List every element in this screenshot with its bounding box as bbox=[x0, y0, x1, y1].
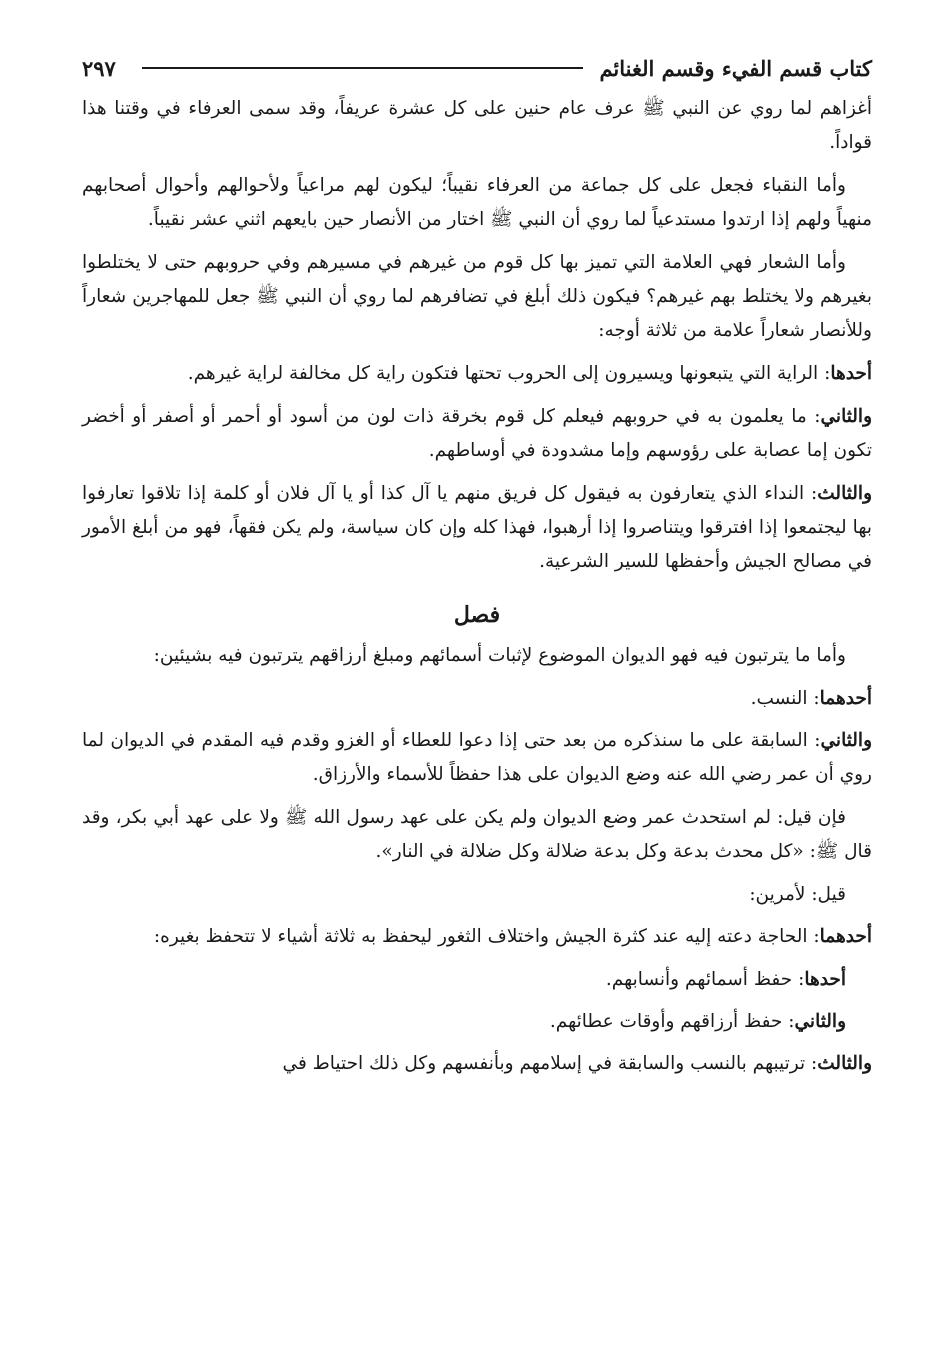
item-text: : النداء الذي يتعارفون به فيقول كل فريق منهم يا آل كذا أو يا آل فلان أو كلمة إذا تلاقوا تعارفوا بها ليجتمعوا إذا افترقوا ويتناصروا إذا أرهبوا، فهذا كله وإن كان سياسة، ولم يكن فقهاً، فهو من أبلغ الأمور في مصالح الجيش وأحفظها للسير الشرعية. bbox=[82, 483, 872, 572]
item-lead: والثاني bbox=[794, 1011, 846, 1032]
paragraph bbox=[82, 801, 872, 869]
paragraph-text: قيل: لأمرين: bbox=[749, 884, 846, 905]
item-lead: والثاني bbox=[820, 730, 872, 751]
section-heading: فصل bbox=[453, 602, 501, 628]
item-text: : الحاجة دعته إليه عند كثرة الجيش واختلاف الثغور ليحفظ به ثلاثة أشياء لا تتحفظ بغيره: bbox=[153, 926, 820, 947]
list-item bbox=[82, 477, 872, 579]
book-page bbox=[82, 48, 872, 1081]
list-item bbox=[82, 400, 872, 468]
item-text: : ترتيبهم بالنسب والسابقة في إسلامهم وبأنفسهم وكل ذلك احتياط في bbox=[282, 1053, 818, 1074]
paragraph-text: فإن قيل: لم استحدث عمر وضع الديوان ولم يكن على عهد رسول الله ﷺ ولا على عهد أبي بكر، وقد قال ﷺ: «كل محدث بدعة وكل بدعة ضلالة وكل ضلالة في النار». bbox=[82, 807, 872, 862]
paragraph bbox=[82, 878, 872, 912]
item-text: : حفظ أرزاقهم وأوقات عطائهم. bbox=[549, 1011, 795, 1032]
paragraph bbox=[82, 639, 872, 673]
paragraph-text: وأما الشعار فهي العلامة التي تميز بها كل قوم من غيرهم في مسيرهم وفي حروبهم حتى لا يختلطوا بغيرهم ولا يختلط بهم غيرهم؟ فيكون ذلك أبلغ في تضافرهم لما روي أن النبي ﷺ جعل للمهاجرين شعاراً وللأنصار شعاراً علامة من ثلاثة أوجه: bbox=[82, 252, 872, 341]
item-text: : حفظ أسمائهم وأنسابهم. bbox=[605, 969, 805, 990]
item-lead: أحدها bbox=[804, 969, 846, 990]
running-header bbox=[82, 48, 872, 88]
book-title: كتاب قسم الفيء وقسم الغنائم bbox=[599, 55, 872, 81]
item-text: : الراية التي يتبعونها ويسيرون إلى الحروب تحتها فتكون راية كل مخالفة لراية غيرهم. bbox=[187, 363, 831, 384]
item-text: : النسب. bbox=[750, 688, 820, 709]
item-lead: والثالث bbox=[817, 1053, 872, 1074]
paragraph bbox=[82, 92, 872, 160]
item-lead: أحدهما bbox=[819, 688, 872, 709]
item-text: : السابقة على ما سنذكره من بعد حتى إذا دعوا للعطاء أو الغزو وقدم فيه المقدم في الديوان لما روي أن عمر رضي الله عنه وضع الديوان على هذا حفظاً للأسماء والأرزاق. bbox=[82, 730, 872, 785]
item-lead: والثاني bbox=[820, 406, 872, 427]
paragraph bbox=[82, 169, 872, 237]
paragraph-text: وأما ما يترتبون فيه فهو الديوان الموضوع لإثبات أسمائهم ومبلغ أرزاقهم يترتبون فيه بشيئين: bbox=[153, 645, 846, 666]
header-rule bbox=[142, 67, 584, 69]
item-lead: أحدهما bbox=[819, 926, 872, 947]
list-item bbox=[82, 1005, 872, 1039]
body-text bbox=[82, 92, 872, 1081]
list-item bbox=[82, 682, 872, 716]
page-number: ٢٩٧ bbox=[82, 55, 116, 81]
list-item bbox=[82, 920, 872, 954]
list-item bbox=[82, 963, 872, 997]
paragraph-text: وأما النقباء فجعل على كل جماعة من العرفاء نقيباً؛ ليكون لهم مراعياً ولأحوالهم وأحوال أصحابهم منهياً ولهم إذا ارتدوا مستدعياً لما روي أن النبي ﷺ اختار من الأنصار حين بايعهم اثني عشر نقيباً. bbox=[82, 175, 872, 230]
item-text: : ما يعلمون به في حروبهم فيعلم كل قوم بخرقة ذات لون من أسود أو أحمر أو أصفر أو أخضر تكون إما عصابة على رؤوسهم وإما مشدودة في أوساطهم. bbox=[82, 406, 872, 461]
list-item bbox=[82, 357, 872, 391]
list-item bbox=[82, 1047, 872, 1081]
paragraph bbox=[82, 246, 872, 348]
list-item bbox=[82, 724, 872, 792]
item-lead: أحدها bbox=[830, 363, 872, 384]
item-lead: والثالث bbox=[817, 483, 872, 504]
paragraph-text: أغزاهم لما روي عن النبي ﷺ عرف عام حنين على كل عشرة عريفاً، وقد سمى العرفاء في وقتنا هذا قواداً. bbox=[82, 98, 872, 153]
